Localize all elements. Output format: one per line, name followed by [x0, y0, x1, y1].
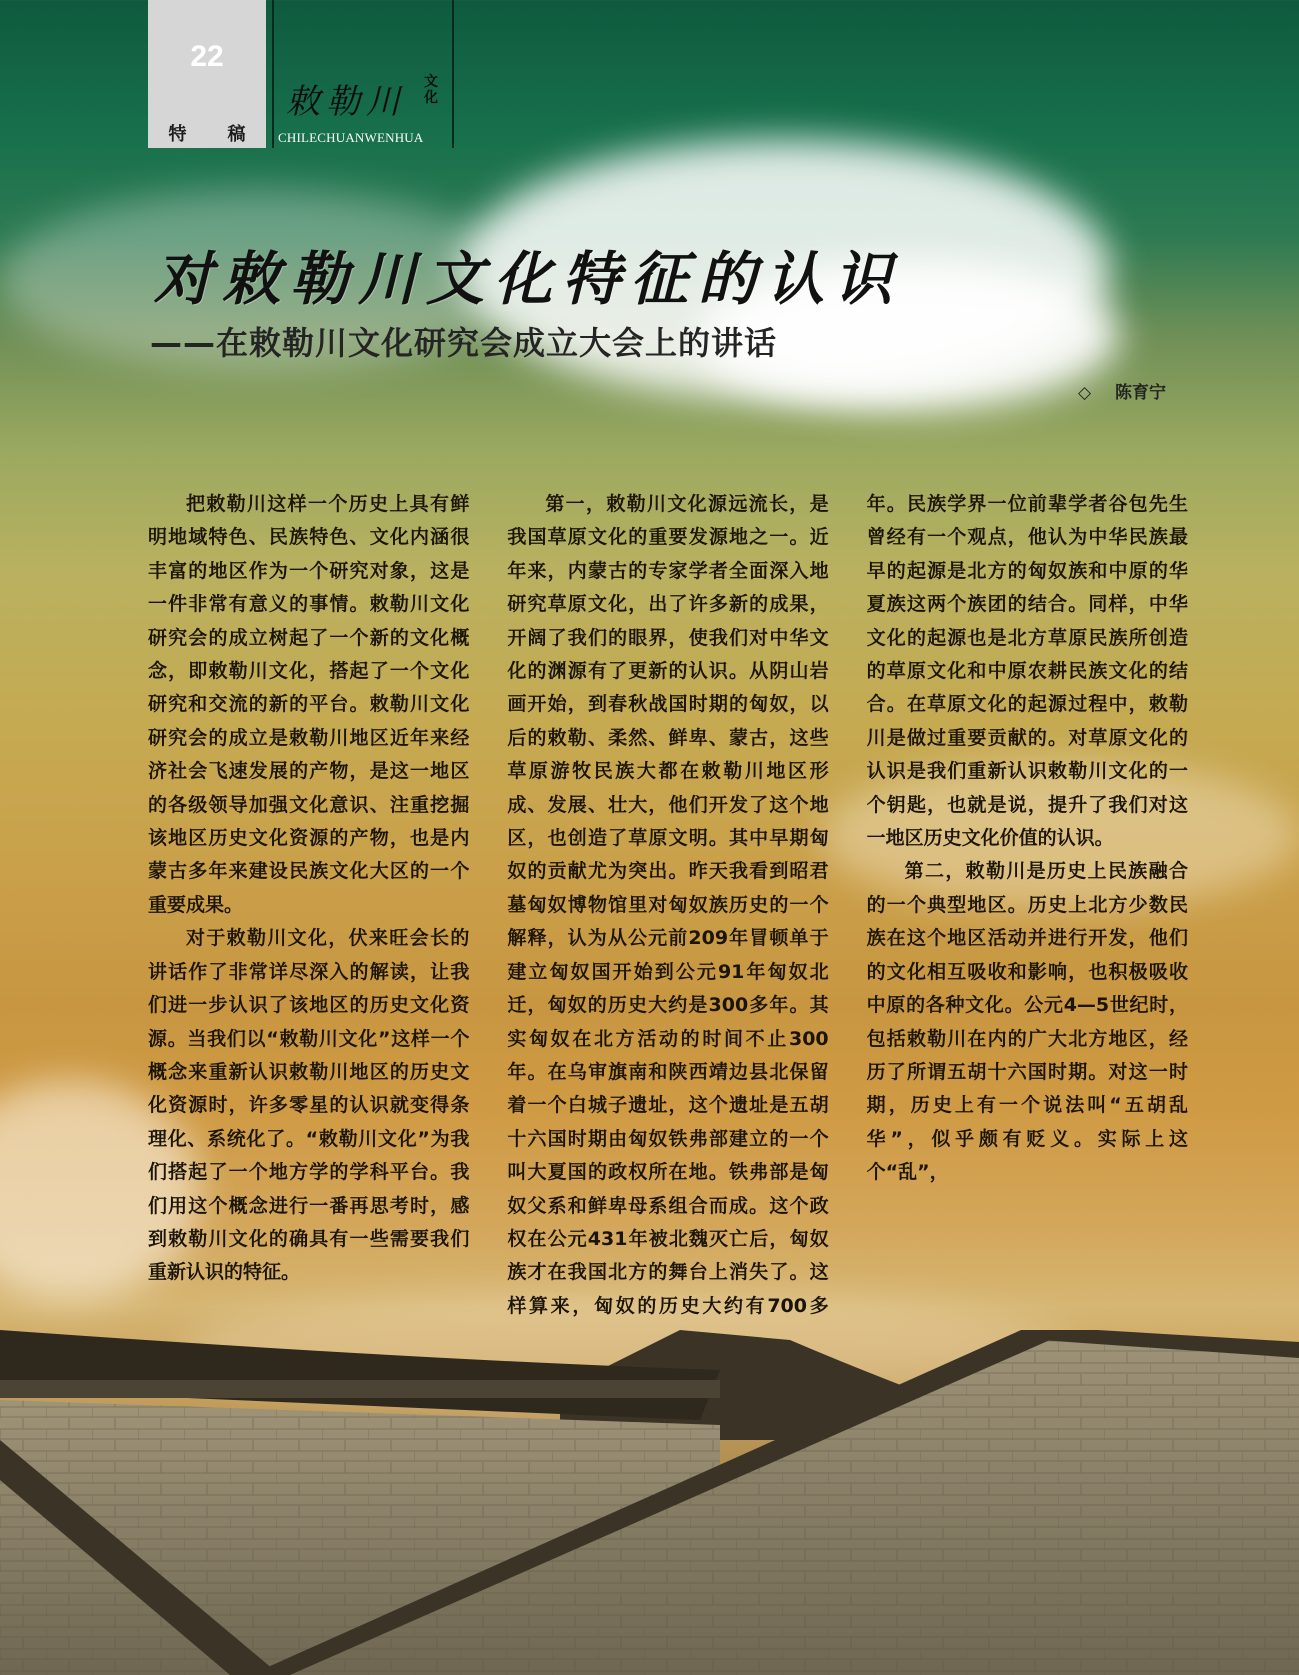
body-paragraph: 第一，敕勒川文化源远流长，是我国草原文化的重要发源地之一。近年来，内蒙古的专家学者全面深入地研究草原文化，出了许多新的成果，开阔了我们的眼界，使我们对中华文化的渊源有了更新的认识。从阴山岩画开始，到春秋战国时期的匈奴，以后的敕勒、柔然、鲜卑、蒙古，这些草原游牧民族大都在敕勒川地区形成、发展、壮大，他们开发了这个地区，也创造了草原文明。其中早期匈奴的贡献尤为突出。昨天我看到昭君墓匈奴博物馆里对匈奴族历史的一个解释，认为从公元前209年冒顿单于建立匈奴国开始到公元91年匈奴北迁，匈奴的历史大约是300多年。其实匈奴在北方活动的时间不止300年。在乌审旗南和陕西靖边县北保留着一个白城子遗址，这个遗址是五胡十六国时期由匈奴铁弗部建立的一个叫大夏国的政权所在地。铁弗部是匈奴父系和鲜卑母系组合而成。这个政权在公元431年被北魏灭亡后，匈奴族才在我国北方的舞台上消失了。这样算来，匈奴的历史大约有700多年。民族学界一位前辈学者谷包先生曾经有一个观点，他认为中华民族最早的起源是北方的匈奴族和中原的华夏族这两个族团的结合。同样，中华文化的起源也是北方草原民族所创造的草原文化和中原农耕民族文化的结合。在草原文化的起源过程中，敕勒川是做过重要贡献的。对草原文化的认识是我们重新认识敕勒川文化的一个钥匙，也就是说，提升了我们对这一地区历史文化价值的认识。: [507, 493, 1188, 1317]
article-body: [148, 488, 1188, 1328]
masthead-tag: 文化: [424, 74, 438, 106]
masthead-english: CHILECHUANWENHUA: [278, 130, 424, 145]
article-subtitle: ——在敕勒川文化研究会成立大会上的讲话: [150, 324, 778, 362]
page-number: 22: [190, 40, 224, 73]
body-paragraph: 第二，敕勒川是历史上民族融合的一个典型地区。历史上北方少数民族在这个地区活动并进行开发，他们的文化相互吸收和影响，也积极吸收中原的各种文化。公元4—5世纪时，包括敕勒川在内的广大北方地区，经历了所谓五胡十六国时期。对这一时期，历史上有一个说法叫“五胡乱华”，似乎颇有贬义。实际上这个“乱”，: [866, 860, 1188, 1184]
masthead: [272, 0, 454, 148]
diamond-icon: ◇: [1078, 383, 1092, 403]
page-number-box: [148, 0, 266, 148]
author-name: 陈育宁: [1115, 383, 1166, 403]
ancient-architecture-image: [0, 1330, 1299, 1675]
body-paragraph: 对于敕勒川文化，伏来旺会长的讲话作了非常详尽深入的解读，让我们进一步认识了该地区的历史文化资源。当我们以“敕勒川文化”这样一个概念来重新认识敕勒川地区的历史文化资源时，许多零星的认识就变得条理化、系统化了。“敕勒川文化”为我们搭起了一个地方学的学科平台。我们用这个概念进行一番再思考时，感到敕勒川文化的确具有一些需要我们重新认识的特征。: [148, 927, 470, 1284]
article-author: [1078, 378, 1166, 403]
masthead-logo: 敕勒川: [286, 82, 406, 122]
section-label-char: 稿: [227, 124, 246, 145]
section-label: [148, 120, 266, 146]
article-title: 对敕勒川文化特征的认识: [154, 245, 903, 313]
section-label-char: 特: [168, 124, 187, 145]
body-paragraph: 把敕勒川这样一个历史上具有鲜明地域特色、民族特色、文化内涵很丰富的地区作为一个研究对象，这是一件非常有意义的事情。敕勒川文化研究会的成立树起了一个新的文化概念，即敕勒川文化，搭起了一个文化研究和交流的新的平台。敕勒川文化研究会的成立是敕勒川地区近年来经济社会飞速发展的产物，是这一地区的各级领导加强文化意识、注重挖掘该地区历史文化资源的产物，也是内蒙古多年来建设民族文化大区的一个重要成果。: [148, 493, 470, 916]
